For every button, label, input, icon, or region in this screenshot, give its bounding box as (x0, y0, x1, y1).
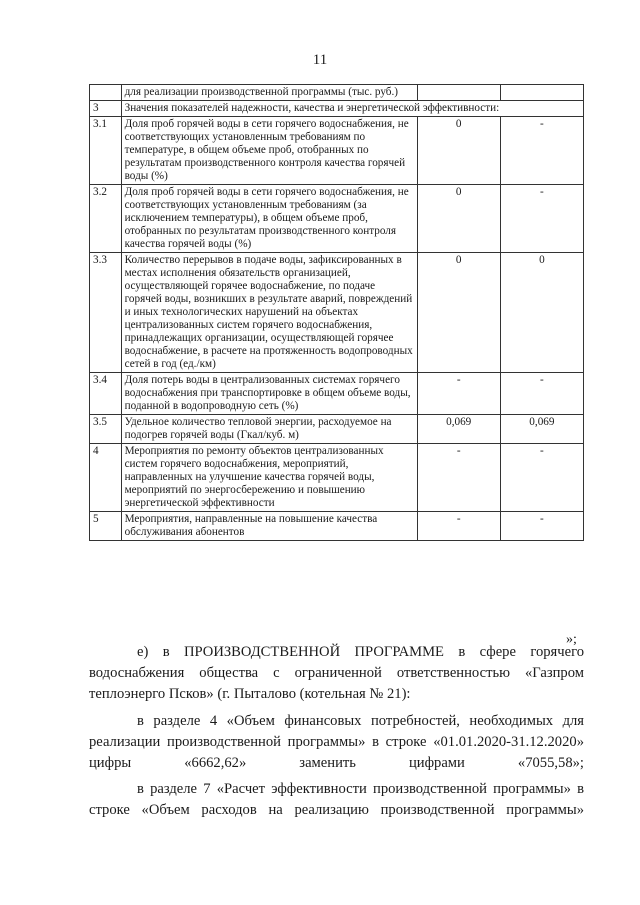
row-number: 3.2 (90, 185, 122, 253)
row-value-1: - (417, 373, 500, 415)
table-row-section-header (90, 101, 584, 117)
page-number: 11 (312, 52, 328, 68)
row-number: 5 (90, 512, 122, 541)
table-row (90, 512, 584, 541)
row-description: Доля потерь воды в централизованных системах горячего водоснабжения при транспортировке в общем объеме воды, поданной в водопроводную сеть (%) (121, 373, 417, 415)
row-value-1: 0 (417, 185, 500, 253)
table-row (90, 253, 584, 373)
row-value-1: - (417, 512, 500, 541)
table-row (90, 117, 584, 185)
row-value-2: - (500, 185, 583, 253)
row-number: 3.5 (90, 415, 122, 444)
row-number: 3.1 (90, 117, 122, 185)
row-value-1 (417, 85, 500, 101)
paragraph-section-4: в разделе 4 «Объем финансовых потребностей, необходимых для реализации производственной программы» в строке «01.01.2020-31.12.2020» цифры «6662,62» заменить цифрами «7055,58»; (89, 713, 584, 771)
section-title: Значения показателей надежности, качества и энергетической эффективности: (121, 101, 583, 117)
row-value-1: 0 (417, 253, 500, 373)
table-row (90, 444, 584, 512)
table-row (90, 373, 584, 415)
row-value-2: - (500, 373, 583, 415)
closing-quote-mark: »; (566, 632, 577, 647)
row-value-2: 0 (500, 253, 583, 373)
row-number: 3 (90, 101, 122, 117)
indicators-table (89, 84, 584, 541)
row-description: Доля проб горячей воды в сети горячего водоснабжения, не соответствующих установленным требованиям (за исключением температуры), в общем объеме проб, отобранных по результатам производственного контроля качества горячей воды (%) (121, 185, 417, 253)
row-description: Мероприятия по ремонту объектов централизованных систем горячего водоснабжения, мероприятий, направленных на улучшение качества горячей воды, мероприятий по энергосбережению и повышению энергетической эффективности (121, 444, 417, 512)
row-number (90, 85, 122, 101)
row-description: Мероприятия, направленные на повышение качества обслуживания абонентов (121, 512, 417, 541)
paragraph-e: е) в ПРОИЗВОДСТВЕННОЙ ПРОГРАММЕ в сфере горячего водоснабжения общества с ограниченной ответственностью «Газпром теплоэнерго Псков» (г. Пыталово (котельная № 21): (89, 644, 584, 702)
row-number: 3.4 (90, 373, 122, 415)
row-description: для реализации производственной программы (тыс. руб.) (121, 85, 417, 101)
paragraph-section-7: в разделе 7 «Расчет эффективности производственной программы» в строке «Объем расходов на реализацию производственной программы» (89, 781, 584, 818)
row-value-2: - (500, 444, 583, 512)
row-value-2: - (500, 512, 583, 541)
row-number: 3.3 (90, 253, 122, 373)
table-row (90, 415, 584, 444)
row-description: Доля проб горячей воды в сети горячего водоснабжения, не соответствующих установленным требованиям по температуре, в общем объеме проб, отобранных по результатам производственного контроля качества горячей воды (%) (121, 117, 417, 185)
row-value-2: - (500, 117, 583, 185)
table-row (90, 185, 584, 253)
row-value-1: 0,069 (417, 415, 500, 444)
row-value-2 (500, 85, 583, 101)
row-value-1: - (417, 444, 500, 512)
table-row (90, 85, 584, 101)
row-description: Количество перерывов в подаче воды, зафиксированных в местах исполнения обязательств организацией, осуществляющей горячее водоснабжение, по подаче горячей воды, возникших в результате аварий, повреждений и иных технологических нарушений на объектах централизованных систем горячего водоснабжения, принадлежащих организации, осуществляющей горячее водоснабжение, в расчете на протяженность водопроводных сетей в год (ед./км) (121, 253, 417, 373)
row-value-2: 0,069 (500, 415, 583, 444)
row-description: Удельное количество тепловой энергии, расходуемое на подогрев горячей воды (Гкал/куб. м) (121, 415, 417, 444)
row-number: 4 (90, 444, 122, 512)
row-value-1: 0 (417, 117, 500, 185)
